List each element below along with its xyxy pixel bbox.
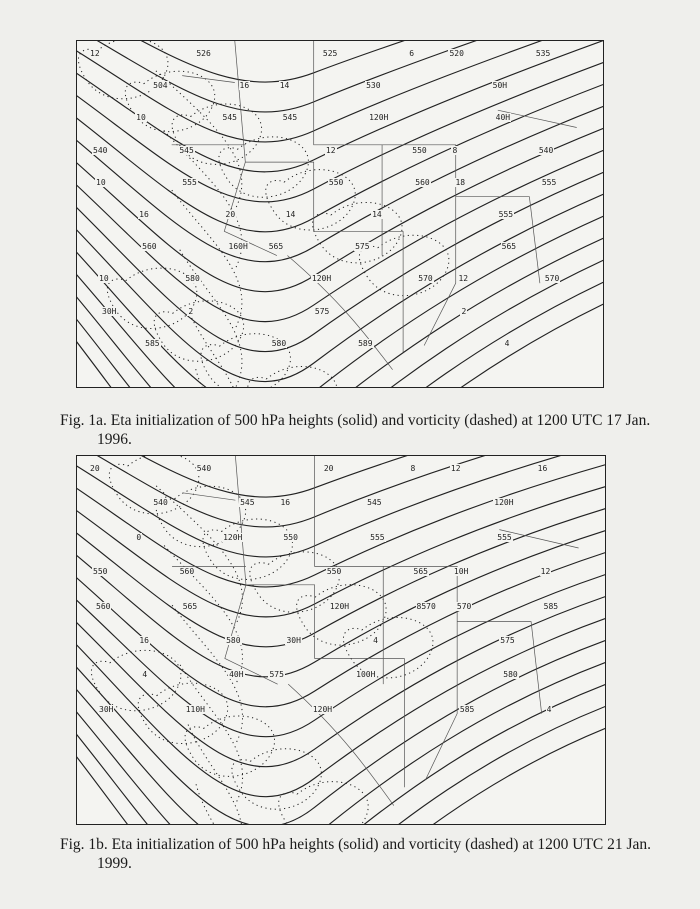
figure-1b-map bbox=[76, 455, 606, 825]
map-1b-graphic bbox=[77, 456, 605, 824]
height-contour bbox=[77, 703, 605, 824]
contour-label: 10H bbox=[453, 567, 469, 577]
contour-label: 540 bbox=[93, 145, 108, 155]
figure-1a-map bbox=[76, 40, 604, 388]
contour-label: 8 bbox=[452, 145, 458, 155]
contour-label: 120H bbox=[312, 704, 333, 714]
contour-label: 585 bbox=[459, 704, 475, 714]
contour-label: 16 bbox=[537, 464, 548, 473]
height-contour bbox=[77, 190, 603, 381]
contour-label: 560 bbox=[415, 177, 430, 187]
contour-label: 555 bbox=[370, 532, 385, 542]
state-boundary bbox=[383, 566, 457, 779]
contour-label: 570 bbox=[418, 274, 433, 284]
contour-label: 535 bbox=[535, 49, 551, 58]
contour-label: 504 bbox=[153, 81, 168, 91]
contour-label: 120H bbox=[329, 601, 350, 611]
state-boundary bbox=[382, 145, 456, 346]
contour-label: 16 bbox=[139, 210, 149, 219]
contour-label: 8570 bbox=[416, 601, 436, 611]
contour-label: 0 bbox=[136, 532, 142, 542]
contour-label: 20 bbox=[323, 464, 334, 473]
contour-label: 550 bbox=[328, 177, 344, 187]
state-boundary bbox=[287, 256, 392, 370]
contour-label: 4 bbox=[504, 338, 510, 348]
contour-label: 120H bbox=[369, 113, 389, 123]
contour-label: 4 bbox=[546, 704, 552, 714]
contour-label: 530 bbox=[366, 81, 381, 91]
contour-label: 545 bbox=[367, 498, 382, 508]
contour-label: 545 bbox=[222, 113, 237, 123]
height-contour bbox=[77, 234, 603, 387]
vorticity-contour bbox=[250, 552, 340, 612]
contour-label: 110H bbox=[185, 704, 205, 714]
state-boundary bbox=[224, 41, 277, 256]
height-contour bbox=[77, 41, 603, 172]
contour-label: 12 bbox=[458, 274, 469, 284]
contour-label: 120H bbox=[311, 274, 332, 284]
contour-label: 12 bbox=[450, 464, 461, 473]
vorticity-contour bbox=[172, 104, 262, 164]
contour-label: 14 bbox=[285, 210, 296, 219]
contour-label: 520 bbox=[449, 49, 464, 58]
contour-label: 550 bbox=[412, 145, 427, 155]
contour-label: 30H bbox=[286, 636, 301, 645]
contour-label: 526 bbox=[196, 49, 211, 58]
height-contour bbox=[77, 456, 605, 497]
contour-label: 575 bbox=[355, 242, 370, 252]
contour-label: 10 bbox=[136, 113, 146, 123]
contour-label: 580 bbox=[503, 670, 518, 680]
caption-1a-line2: 1996. bbox=[97, 431, 132, 448]
contour-label: 570 bbox=[456, 601, 472, 611]
contour-label: 580 bbox=[226, 636, 241, 645]
contour-label: 585 bbox=[543, 601, 559, 611]
vorticity-contour bbox=[180, 665, 242, 804]
contour-label: 550 bbox=[326, 567, 342, 577]
contour-label: 6 bbox=[409, 49, 415, 58]
vorticity-contour bbox=[359, 235, 449, 295]
contour-label: 14 bbox=[279, 81, 290, 91]
contour-label: 575 bbox=[269, 670, 284, 680]
contour-label: 160H bbox=[228, 242, 248, 252]
vorticity-contour bbox=[279, 782, 369, 824]
contour-label: 560 bbox=[96, 601, 111, 611]
contour-label: 545 bbox=[240, 498, 255, 508]
contour-label: 550 bbox=[93, 567, 108, 577]
contour-label: 540 bbox=[538, 145, 554, 155]
contour-label: 589 bbox=[358, 338, 373, 348]
contour-label: 565 bbox=[413, 567, 428, 577]
caption-1b-line1: Fig. 1b. Eta initialization of 500 hPa heights (solid) and vorticity (dashed) at 1200 UTC 21 Jan. bbox=[60, 836, 652, 853]
caption-1a-line1: Fig. 1a. Eta initialization of 500 hPa heights (solid) and vorticity (dashed) at 1200 UTC 17 Jan. bbox=[60, 412, 651, 429]
contour-label: 540 bbox=[196, 464, 212, 473]
contour-label: 570 bbox=[544, 274, 560, 284]
vorticity-contour bbox=[232, 749, 322, 809]
contour-label: 20 bbox=[225, 210, 236, 219]
state-boundary bbox=[172, 76, 246, 145]
contour-label: 550 bbox=[283, 532, 298, 542]
contour-label: 575 bbox=[500, 636, 515, 645]
contour-label: 2 bbox=[188, 306, 194, 316]
contour-label: 580 bbox=[271, 338, 287, 348]
contour-label: 12 bbox=[540, 567, 551, 577]
contour-label: 555 bbox=[541, 177, 557, 187]
contour-label: 120H bbox=[494, 498, 514, 508]
contour-label: 14 bbox=[372, 210, 382, 219]
figure-1a-caption bbox=[60, 411, 660, 449]
contour-label: 12 bbox=[325, 145, 336, 155]
contour-label: 16 bbox=[139, 636, 149, 645]
contour-label: 100H bbox=[356, 670, 376, 680]
contour-label: 2 bbox=[461, 306, 467, 316]
contour-label: 16 bbox=[239, 81, 250, 91]
vorticity-contour bbox=[156, 486, 242, 625]
contour-label: 50H bbox=[492, 81, 508, 91]
contour-label: 18 bbox=[455, 177, 466, 187]
state-boundary bbox=[225, 456, 278, 684]
contour-label: 525 bbox=[322, 49, 338, 58]
state-boundary bbox=[245, 162, 403, 231]
contour-label: 565 bbox=[182, 601, 198, 611]
contour-label: 565 bbox=[501, 242, 517, 252]
vorticity-contour bbox=[156, 71, 242, 210]
caption-1b-line2: 1999. bbox=[97, 855, 132, 872]
contour-label: 120H bbox=[223, 532, 243, 542]
contour-label: 10 bbox=[96, 177, 106, 187]
contour-label: 560 bbox=[142, 242, 157, 252]
contour-label: 10 bbox=[99, 274, 109, 284]
height-contour bbox=[77, 506, 605, 647]
contour-label: 8 bbox=[410, 464, 416, 473]
contour-label: 540 bbox=[153, 498, 168, 508]
contour-label: 16 bbox=[280, 498, 291, 508]
contour-label: 560 bbox=[179, 567, 195, 577]
contour-label: 30H bbox=[102, 306, 117, 316]
contour-label: 575 bbox=[314, 306, 330, 316]
contour-label: 20 bbox=[90, 464, 100, 473]
map-1a-graphic bbox=[77, 41, 603, 387]
figure-1b-caption bbox=[60, 835, 660, 873]
contour-label: 555 bbox=[498, 210, 514, 219]
contour-label: 565 bbox=[268, 242, 284, 252]
contour-label: 585 bbox=[145, 338, 160, 348]
height-contour bbox=[77, 212, 603, 387]
contour-label: 12 bbox=[90, 49, 100, 58]
height-contour bbox=[77, 615, 605, 797]
contour-label: 545 bbox=[282, 113, 298, 123]
contour-label: 545 bbox=[179, 145, 194, 155]
vorticity-contour bbox=[180, 250, 242, 387]
contour-label: 4 bbox=[142, 670, 148, 680]
contour-label: 555 bbox=[182, 177, 197, 187]
vorticity-contour bbox=[203, 519, 293, 579]
height-contour bbox=[77, 659, 605, 824]
vorticity-contour bbox=[125, 71, 215, 131]
contour-label: 40H bbox=[229, 670, 244, 680]
contour-label: 40H bbox=[495, 113, 511, 123]
contour-label: 580 bbox=[185, 274, 200, 284]
contour-label: 555 bbox=[497, 532, 512, 542]
contour-label: 30H bbox=[99, 704, 114, 714]
contour-label: 4 bbox=[373, 636, 378, 645]
height-contour bbox=[77, 278, 603, 387]
height-contour bbox=[77, 593, 605, 766]
state-boundary bbox=[404, 530, 578, 788]
